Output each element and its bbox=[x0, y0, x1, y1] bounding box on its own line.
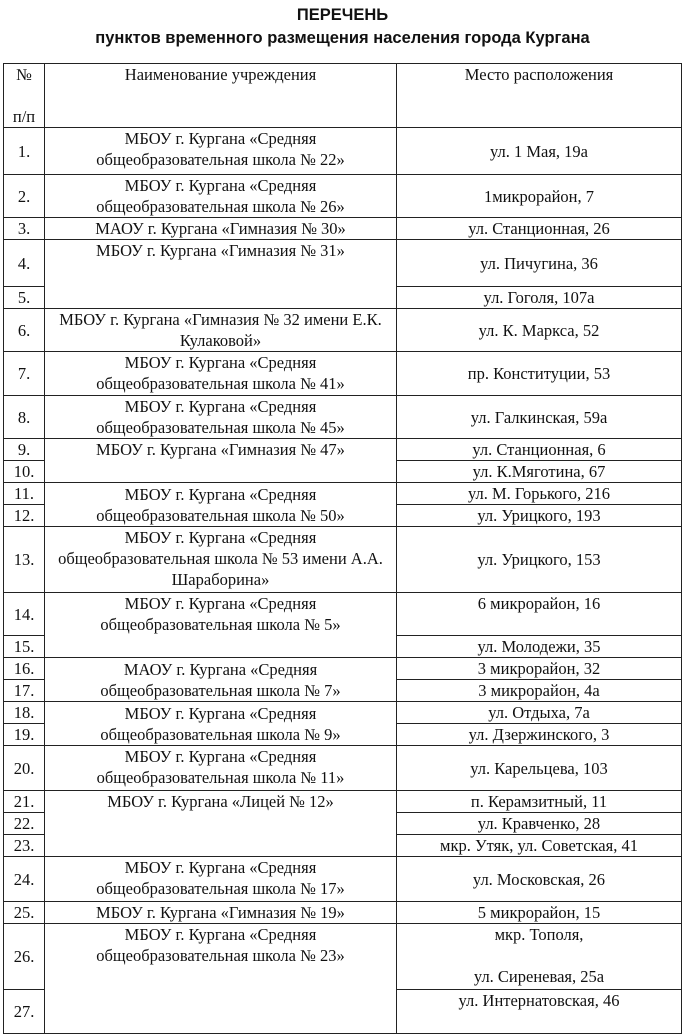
row-place: ул. Карельцева, 103 bbox=[397, 746, 682, 791]
row-place: ул. Отдыха, 7а bbox=[397, 702, 682, 724]
table-row bbox=[4, 527, 682, 593]
row-num: 25. bbox=[4, 902, 45, 924]
table-row bbox=[4, 396, 682, 439]
table-row bbox=[4, 924, 682, 990]
row-place: ул. Урицкого, 193 bbox=[397, 505, 682, 527]
row-num: 18. bbox=[4, 702, 45, 724]
row-num: 7. bbox=[4, 352, 45, 396]
row-place: 5 микрорайон, 15 bbox=[397, 902, 682, 924]
row-place: ул. Молодежи, 35 bbox=[397, 636, 682, 658]
row-place: ул. К. Маркса, 52 bbox=[397, 309, 682, 352]
row-num: 22. bbox=[4, 813, 45, 835]
header-place: Место расположения bbox=[397, 64, 682, 128]
document-subtitle: пунктов временного размещения населения города Кургана bbox=[95, 29, 590, 47]
row-place: ул. Урицкого, 153 bbox=[397, 527, 682, 593]
row-name: МБОУ г. Кургана «Средняя общеобразовательная школа № 26» bbox=[45, 175, 397, 218]
table-row bbox=[4, 128, 682, 175]
row-num: 6. bbox=[4, 309, 45, 352]
row-place: ул. М. Горького, 216 bbox=[397, 483, 682, 505]
row-name: МБОУ г. Кургана «Гимназия № 31» bbox=[45, 240, 397, 309]
header-num bbox=[4, 64, 45, 128]
row-num: 1. bbox=[4, 128, 45, 175]
row-place: ул. Станционная, 26 bbox=[397, 218, 682, 240]
document-title: ПЕРЕЧЕНЬ bbox=[296, 6, 389, 24]
row-num: 16. bbox=[4, 658, 45, 680]
table-row bbox=[4, 439, 682, 461]
row-name: МБОУ г. Кургана «Гимназия № 32 имени Е.К. Кулаковой» bbox=[45, 309, 397, 352]
row-name: МБОУ г. Кургана «Средняя общеобразовательная школа № 11» bbox=[45, 746, 397, 791]
row-num: 8. bbox=[4, 396, 45, 439]
row-num: 17. bbox=[4, 680, 45, 702]
row-num: 14. bbox=[4, 593, 45, 636]
row-num: 27. bbox=[4, 990, 45, 1034]
row-place: мкр. Утяк, ул. Советская, 41 bbox=[397, 835, 682, 857]
table-row bbox=[4, 746, 682, 791]
row-num: 24. bbox=[4, 857, 45, 902]
row-num: 9. bbox=[4, 439, 45, 461]
row-num: 3. bbox=[4, 218, 45, 240]
header-name: Наименование учреждения bbox=[45, 64, 397, 128]
row-num: 21. bbox=[4, 791, 45, 813]
table-row bbox=[4, 218, 682, 240]
table-row bbox=[4, 352, 682, 396]
table-row bbox=[4, 702, 682, 724]
row-name: МБОУ г. Кургана «Гимназия № 47» bbox=[45, 439, 397, 483]
row-place-line2: ул. Сиреневая, 25а bbox=[473, 967, 605, 986]
row-num: 19. bbox=[4, 724, 45, 746]
row-name: МАОУ г. Кургана «Гимназия № 30» bbox=[45, 218, 397, 240]
row-place: ул. Интернатовская, 46 bbox=[397, 990, 682, 1034]
row-num: 13. bbox=[4, 527, 45, 593]
table-row bbox=[4, 593, 682, 636]
row-place: 6 микрорайон, 16 bbox=[397, 593, 682, 636]
row-name: МБОУ г. Кургана «Средняя общеобразовательная школа № 22» bbox=[45, 128, 397, 175]
row-place: 1микрорайон, 7 bbox=[397, 175, 682, 218]
row-place: п. Керамзитный, 11 bbox=[397, 791, 682, 813]
row-name: МБОУ г. Кургана «Средняя общеобразовательная школа № 45» bbox=[45, 396, 397, 439]
row-place: ул. Дзержинского, 3 bbox=[397, 724, 682, 746]
institutions-table bbox=[3, 63, 682, 1034]
row-num: 15. bbox=[4, 636, 45, 658]
row-num: 26. bbox=[4, 924, 45, 990]
row-place: ул. Гоголя, 107а bbox=[397, 287, 682, 309]
row-place: 3 микрорайон, 4а bbox=[397, 680, 682, 702]
row-num: 10. bbox=[4, 461, 45, 483]
row-place: ул. Станционная, 6 bbox=[397, 439, 682, 461]
row-name: МАОУ г. Кургана «Средняя общеобразовательная школа № 7» bbox=[45, 658, 397, 702]
table-row bbox=[4, 175, 682, 218]
header-num-top: № bbox=[16, 65, 32, 84]
row-num: 11. bbox=[4, 483, 45, 505]
row-num: 5. bbox=[4, 287, 45, 309]
row-name: МБОУ г. Кургана «Средняя общеобразовательная школа № 53 имени А.А. Шараборина» bbox=[45, 527, 397, 593]
row-num: 20. bbox=[4, 746, 45, 791]
row-place: пр. Конституции, 53 bbox=[397, 352, 682, 396]
row-num: 2. bbox=[4, 175, 45, 218]
header-num-bottom: п/п bbox=[12, 107, 36, 126]
row-name: МБОУ г. Кургана «Средняя общеобразовательная школа № 5» bbox=[45, 593, 397, 658]
table-row bbox=[4, 240, 682, 287]
table-row bbox=[4, 658, 682, 680]
row-num: 23. bbox=[4, 835, 45, 857]
table-row bbox=[4, 309, 682, 352]
row-num: 4. bbox=[4, 240, 45, 287]
table-row bbox=[4, 857, 682, 902]
row-place: ул. 1 Мая, 19а bbox=[397, 128, 682, 175]
table-header-row bbox=[4, 64, 682, 128]
row-num: 12. bbox=[4, 505, 45, 527]
row-name: МБОУ г. Кургана «Средняя общеобразовательная школа № 41» bbox=[45, 352, 397, 396]
row-place: ул. Галкинская, 59а bbox=[397, 396, 682, 439]
row-name: МБОУ г. Кургана «Средняя общеобразовательная школа № 50» bbox=[45, 483, 397, 527]
row-place: ул. Кравченко, 28 bbox=[397, 813, 682, 835]
row-place: 3 микрорайон, 32 bbox=[397, 658, 682, 680]
row-name: МБОУ г. Кургана «Средняя общеобразовательная школа № 17» bbox=[45, 857, 397, 902]
table-row bbox=[4, 902, 682, 924]
table-row bbox=[4, 791, 682, 813]
table-row bbox=[4, 483, 682, 505]
row-name: МБОУ г. Кургана «Лицей № 12» bbox=[45, 791, 397, 857]
row-name: МБОУ г. Кургана «Средняя общеобразовательная школа № 23» bbox=[45, 924, 397, 1034]
row-place: ул. К.Мяготина, 67 bbox=[397, 461, 682, 483]
row-name: МБОУ г. Кургана «Гимназия № 19» bbox=[45, 902, 397, 924]
row-name: МБОУ г. Кургана «Средняя общеобразовательная школа № 9» bbox=[45, 702, 397, 746]
row-place-line1: мкр. Тополя, bbox=[494, 925, 584, 944]
row-place bbox=[397, 924, 682, 990]
row-place: ул. Московская, 26 bbox=[397, 857, 682, 902]
row-place: ул. Пичугина, 36 bbox=[397, 240, 682, 287]
